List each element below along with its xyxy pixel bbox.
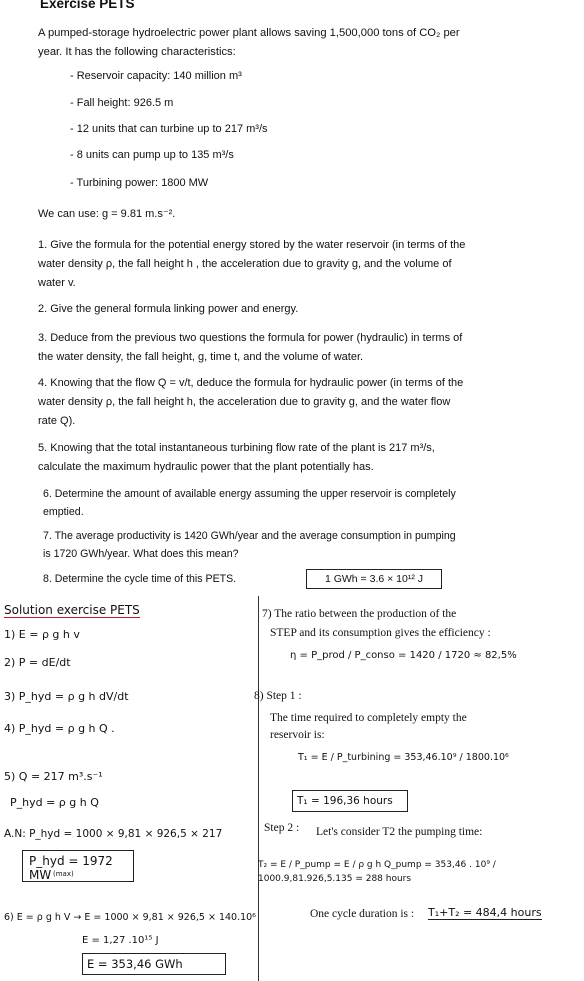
question-line: 3. Deduce from the previous two questions the formula for power (hydraulic) in terms of	[38, 332, 463, 344]
question-line: 5. Knowing that the total instantaneous turbining flow rate of the plant is 217 m³/s,	[38, 442, 435, 454]
gwh-conversion-box: 1 GWh = 3.6 × 10¹² J	[306, 569, 442, 589]
question-6	[43, 485, 543, 521]
solution-3: 3) P_hyd = ρ g h dV/dt	[4, 690, 129, 703]
question-line: calculate the maximum hydraulic power that the plant potentially has.	[38, 461, 374, 473]
question-1	[38, 236, 546, 293]
intro-paragraph	[38, 24, 548, 62]
question-2	[38, 300, 546, 319]
solution-7-line2: STEP and its consumption gives the efficiency :	[270, 627, 491, 639]
page-title: Exercise PETS	[40, 0, 135, 11]
solution-8-cycle-result: T₁+T₂ = 484,4 hours	[428, 906, 542, 919]
solution-8-t2-intro: Let's consider T2 the pumping time:	[316, 826, 483, 838]
solution-8-step1: 8) Step 1 :	[254, 690, 302, 702]
solution-7-efficiency: η = P_prod / P_conso = 1420 / 1720 ≈ 82,5%	[290, 650, 517, 661]
question-line: water density ρ, the fall height h, the acceleration due to gravity g, and the water flow	[38, 396, 451, 408]
solution-8-line1: The time required to completely empty the	[270, 712, 467, 724]
characteristic-item: - Turbining power: 1800 MW	[70, 177, 209, 189]
question-3	[38, 329, 546, 367]
question-line: emptied.	[43, 506, 84, 518]
question-line: 2. Give the general formula linking power and energy.	[38, 303, 299, 315]
solution-heading	[4, 603, 140, 617]
characteristic-item: - Fall height: 926.5 m	[70, 97, 174, 109]
solution-8-step2: Step 2 :	[264, 822, 300, 834]
question-4	[38, 374, 546, 431]
solution-8-t1-formula: T₁ = E / P_turbining = 353,46.10⁹ / 1800.10⁶	[298, 752, 509, 763]
solution-8-line2: reservoir is:	[270, 729, 325, 741]
question-line: 7. The average productivity is 1420 GWh/year and the average consumption in pumping	[43, 530, 456, 542]
solution-6-joules: E = 1,27 .10¹⁵ J	[82, 935, 159, 946]
question-5	[38, 439, 546, 477]
characteristic-item: - 12 units that can turbine up to 217 m³/s	[70, 123, 268, 135]
intro-line: year. It has the following characteristics:	[38, 46, 236, 58]
intro-line: A pumped-storage hydroelectric power plant allows saving 1,500,000 tons of CO₂ per	[38, 27, 460, 39]
solution-5-max-label: (max)	[53, 870, 74, 878]
question-line: 6. Determine the amount of available energy assuming the upper reservoir is completely	[43, 488, 456, 500]
characteristic-item: - 8 units can pump up to 135 m³/s	[70, 149, 234, 161]
question-line: 4. Knowing that the flow Q = v/t, deduce the formula for hydraulic power (in terms of the	[38, 377, 464, 389]
question-line: the water density, the fall height, g, time t, and the volume of water.	[38, 351, 364, 363]
question-line: 8. Determine the cycle time of this PETS.	[43, 573, 237, 585]
solution-4: 4) P_hyd = ρ g h Q .	[4, 722, 115, 735]
solution-2: 2) P = dE/dt	[4, 656, 71, 669]
question-8	[43, 570, 543, 588]
solution-heading-text: Solution exercise PETS	[4, 603, 140, 617]
question-7	[43, 527, 543, 563]
solution-7-line1: 7) The ratio between the production of the	[262, 608, 457, 620]
solution-8-t1-result: T₁ = 196,36 hours	[292, 790, 408, 812]
solution-5-flow: 5) Q = 217 m³.s⁻¹	[4, 770, 103, 783]
gravity-note: We can use: g = 9.81 m.s⁻².	[38, 208, 176, 220]
solution-1: 1) E = ρ g h v	[4, 628, 80, 641]
characteristic-item: - Reservoir capacity: 140 million m³	[70, 70, 242, 82]
solution-5-result-box	[22, 850, 134, 882]
solution-5-formula: P_hyd = ρ g h Q	[10, 796, 99, 809]
question-line: water density ρ, the fall height h , the acceleration due to gravity g, and the volume of	[38, 258, 452, 270]
question-line: water v.	[38, 277, 76, 289]
question-line: rate Q).	[38, 415, 76, 427]
solution-5-numeric: A.N: P_hyd = 1000 × 9,81 × 926,5 × 217	[4, 828, 223, 840]
solution-6-result: E = 353,46 GWh	[82, 953, 226, 975]
solution-5-result: P_hyd = 1972 MW	[29, 854, 113, 882]
solution-8-cycle-label: One cycle duration is :	[310, 908, 415, 920]
solution-8-t2-formula: T₂ = E / P_pump = E / ρ g h Q_pump = 353,46 . 10⁹ / 1000.9,81.926,5.135 = 288 hours	[258, 860, 496, 884]
solution-6-formula: 6) E = ρ g h V → E = 1000 × 9,81 × 926,5 × 140.10⁶	[4, 912, 256, 923]
column-divider	[258, 596, 259, 981]
question-line: 1. Give the formula for the potential energy stored by the water reservoir (in terms of the	[38, 239, 466, 251]
question-line: is 1720 GWh/year. What does this mean?	[43, 548, 239, 560]
